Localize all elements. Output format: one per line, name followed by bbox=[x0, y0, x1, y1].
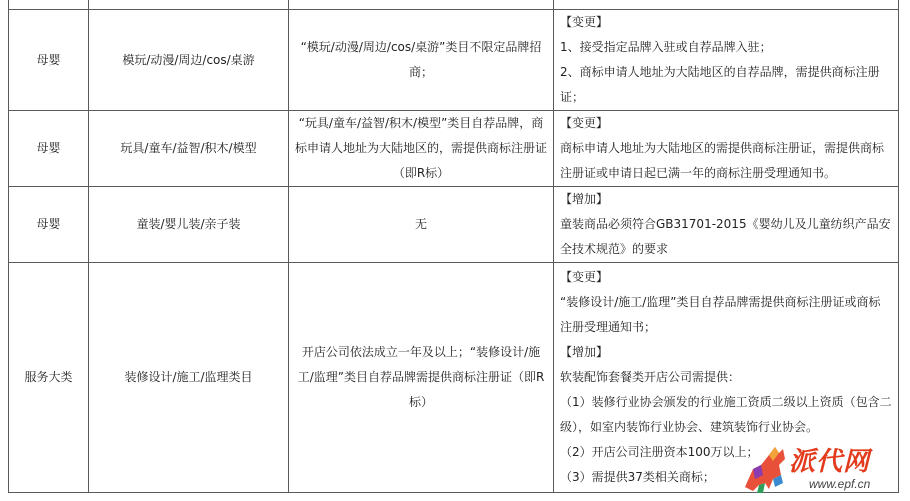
requirement-text: “模玩/动漫/周边/cos/桌游”类目不限定品牌招商； bbox=[300, 40, 542, 79]
change-cell bbox=[554, 187, 899, 263]
subcategory-cell: 装修设计/施工/监理类目 bbox=[89, 263, 289, 493]
requirement-cell bbox=[289, 263, 554, 493]
requirement-text bbox=[295, 0, 547, 7]
requirement-text: 无 bbox=[414, 217, 427, 231]
change-line: “装修设计/施工/监理”类目自荐品牌需提供商标注册证或商标注册受理通知书； bbox=[560, 295, 881, 334]
watermark-text: 派代网 bbox=[789, 447, 871, 477]
table-row bbox=[9, 10, 899, 111]
change-tag: 【增加】 bbox=[560, 345, 609, 359]
change-tag: 【变更】 bbox=[560, 270, 609, 284]
subcategory-cell: 童装/婴儿装/亲子装 bbox=[89, 187, 289, 263]
change-tag: 【变更】 bbox=[560, 116, 609, 130]
category-cell: 母婴 bbox=[9, 111, 89, 187]
category-cell: 母婴 bbox=[9, 187, 89, 263]
subcategory-cell: 玩具/童车/益智/积木/模型 bbox=[89, 111, 289, 187]
change-cell bbox=[554, 0, 899, 10]
subcategory-cell bbox=[89, 0, 289, 10]
change-line: 2、商标申请人地址为大陆地区的自荐品牌，需提供商标注册证； bbox=[560, 65, 880, 104]
watermark-url: www.epf.cn bbox=[809, 477, 871, 491]
change-line: 1、接受指定品牌入驻或自荐品牌入驻； bbox=[560, 40, 772, 54]
change-cell bbox=[554, 10, 899, 111]
requirement-text: 开店公司依法成立一年及以上；“装修设计/施工/监理”类目自荐品牌需提供商标注册证（即R标） bbox=[297, 345, 545, 409]
requirement-cell bbox=[289, 111, 554, 187]
change-tag: 【增加】 bbox=[560, 192, 609, 206]
change-cell bbox=[554, 111, 899, 187]
change-line: 童装商品必须符合GB31701-2015《婴幼儿及儿童纺织产品安全技术规范》的要求 bbox=[560, 217, 891, 256]
requirement-cell bbox=[289, 10, 554, 111]
change-line: （2）开店公司注册资本100万以上； bbox=[560, 445, 759, 459]
table-row bbox=[9, 187, 899, 263]
requirement-text: “玩具/童车/益智/积木/模型”类目自荐品牌，商标申请人地址为大陆地区的，需提供商标注册证（即R标） bbox=[295, 116, 548, 180]
category-cell: 服务大类 bbox=[9, 263, 89, 493]
subcategory-cell: 模玩/动漫/周边/cos/桌游 bbox=[89, 10, 289, 111]
change-tag: 【变更】 bbox=[560, 15, 609, 29]
change-line: 软装配饰套餐类开店公司需提供： bbox=[560, 370, 741, 384]
requirement-cell bbox=[289, 0, 554, 10]
watermark-logo bbox=[739, 439, 904, 497]
change-line: （1）装修行业协会颁发的行业施工资质二级以上资质（包含二级），如室内装饰行业协会、建筑装饰行业协会。 bbox=[560, 395, 892, 434]
change-line: （3）需提供37类相关商标； bbox=[560, 470, 715, 484]
change-line: 商标申请人地址为大陆地区的需提供商标注册证，需提供商标注册证或申请日起已满一年的商标注册受理通知书。 bbox=[560, 141, 885, 180]
table-row bbox=[9, 0, 899, 10]
requirement-cell bbox=[289, 187, 554, 263]
table-row bbox=[9, 111, 899, 187]
category-cell: 母婴 bbox=[9, 10, 89, 111]
category-cell bbox=[9, 0, 89, 10]
rules-table bbox=[8, 0, 899, 493]
